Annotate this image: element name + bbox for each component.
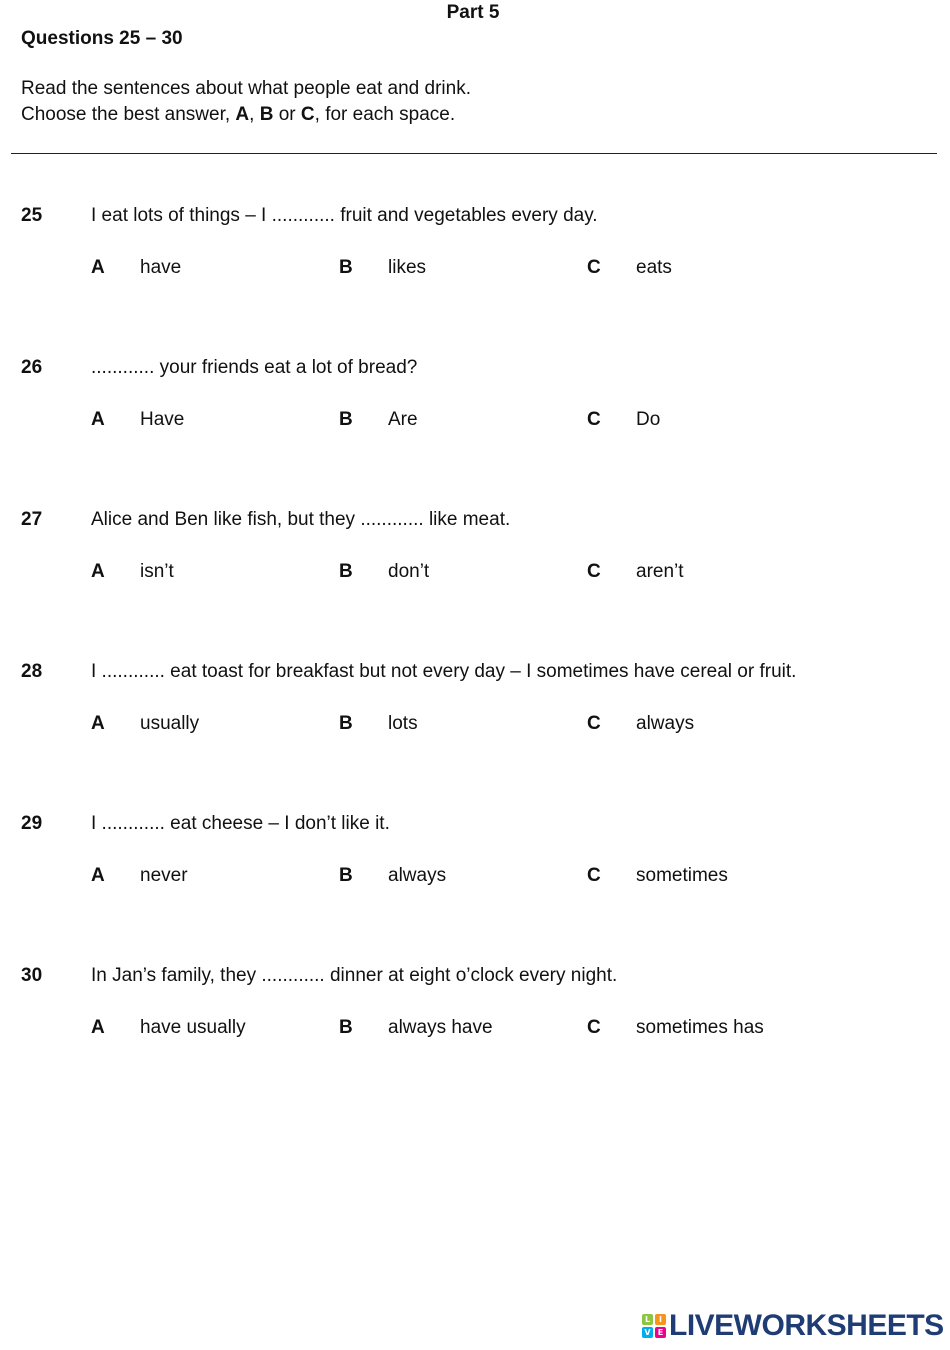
instruction-line-2: [21, 104, 455, 126]
option-a-letter[interactable]: A: [91, 409, 105, 430]
option-a-letter[interactable]: A: [91, 257, 105, 278]
question-number: 26: [21, 357, 43, 378]
question-text: I ............ eat toast for breakfast but not every day – I sometimes have cereal or fruit.: [91, 661, 797, 682]
question-28: [0, 661, 950, 781]
questions-range-heading: Questions 25 – 30: [21, 28, 183, 49]
question-number: 28: [21, 661, 43, 682]
option-c-letter[interactable]: C: [587, 865, 601, 886]
option-c-answer[interactable]: always: [636, 713, 695, 734]
option-b-letter[interactable]: B: [339, 561, 353, 582]
instruction-sep-2: or: [273, 104, 301, 125]
option-c-answer[interactable]: Do: [636, 409, 661, 430]
instruction-line-1: Read the sentences about what people eat and drink.: [21, 78, 471, 99]
option-b-answer[interactable]: always: [388, 865, 447, 886]
logo-mark-tile: E: [655, 1327, 666, 1338]
option-a-letter[interactable]: A: [91, 1017, 105, 1038]
question-26: [0, 357, 950, 477]
question-number: 25: [21, 205, 43, 226]
option-b-letter[interactable]: B: [339, 409, 353, 430]
option-a-letter[interactable]: A: [91, 561, 105, 582]
option-b-letter[interactable]: B: [339, 257, 353, 278]
question-30: [0, 965, 950, 1085]
header-divider: [11, 153, 937, 154]
option-b-letter[interactable]: B: [339, 865, 353, 886]
option-b-letter[interactable]: B: [339, 713, 353, 734]
question-text: Alice and Ben like fish, but they ............ like meat.: [91, 509, 511, 530]
instruction-prefix: Choose the best answer,: [21, 104, 236, 125]
option-a-answer[interactable]: usually: [140, 713, 200, 734]
option-c-answer[interactable]: eats: [636, 257, 672, 278]
option-a-answer[interactable]: isn’t: [140, 561, 174, 582]
option-c-letter[interactable]: C: [587, 257, 601, 278]
option-a-letter[interactable]: A: [91, 713, 105, 734]
part-title: Part 5: [446, 2, 500, 23]
option-c-answer[interactable]: sometimes has: [636, 1017, 764, 1038]
option-c-answer[interactable]: sometimes: [636, 865, 728, 886]
question-29: [0, 813, 950, 933]
question-number: 29: [21, 813, 43, 834]
question-25: [0, 205, 950, 325]
instruction-sep-1: ,: [249, 104, 260, 125]
option-c-letter[interactable]: C: [587, 409, 601, 430]
logo-mark-icon: [642, 1314, 666, 1338]
option-c-letter[interactable]: C: [587, 561, 601, 582]
option-b-answer[interactable]: Are: [388, 409, 418, 430]
logo-mark-tile: V: [642, 1327, 653, 1338]
logo-mark-tile: L: [642, 1314, 653, 1325]
option-a-answer[interactable]: have usually: [140, 1017, 246, 1038]
option-b-answer[interactable]: always have: [388, 1017, 493, 1038]
liveworksheets-logo: [642, 1311, 944, 1341]
option-b-answer[interactable]: don’t: [388, 561, 430, 582]
question-text: I ............ eat cheese – I don’t like it.: [91, 813, 390, 834]
option-c-answer[interactable]: aren’t: [636, 561, 684, 582]
logo-mark-tile: I: [655, 1314, 666, 1325]
instruction-letter-c: C: [300, 104, 315, 125]
instruction-letter-a: A: [235, 104, 250, 125]
instruction-letter-b: B: [259, 104, 274, 125]
option-a-answer[interactable]: Have: [140, 409, 185, 430]
question-text: ............ your friends eat a lot of bread?: [91, 357, 418, 378]
option-c-letter[interactable]: C: [587, 713, 601, 734]
option-b-answer[interactable]: likes: [388, 257, 427, 278]
question-number: 27: [21, 509, 43, 530]
instruction-suffix: , for each space.: [314, 104, 456, 125]
option-a-answer[interactable]: never: [140, 865, 188, 886]
option-a-letter[interactable]: A: [91, 865, 105, 886]
option-a-answer[interactable]: have: [140, 257, 182, 278]
question-27: [0, 509, 950, 629]
option-b-letter[interactable]: B: [339, 1017, 353, 1038]
question-text: In Jan’s family, they ............ dinner at eight o’clock every night.: [91, 965, 618, 986]
logo-text: LIVEWORKSHEETS: [669, 1309, 944, 1342]
option-b-answer[interactable]: lots: [388, 713, 418, 734]
question-text: I eat lots of things – I ............ fruit and vegetables every day.: [91, 205, 598, 226]
option-c-letter[interactable]: C: [587, 1017, 601, 1038]
question-number: 30: [21, 965, 43, 986]
